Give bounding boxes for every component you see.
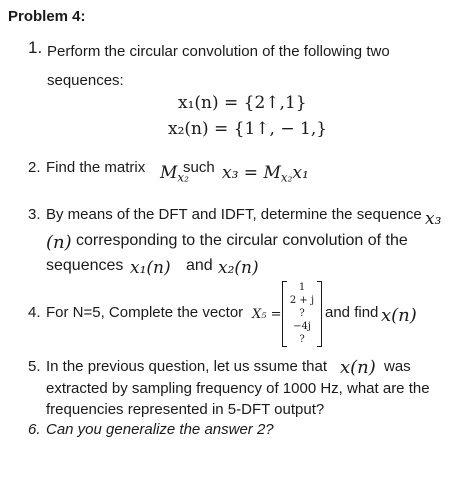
equation-x2: x₂(n) = {1↑, − 1,} <box>168 119 328 139</box>
vector-label: X₅ = <box>252 307 282 322</box>
item-1-line-2: sequences: <box>47 72 124 89</box>
item-2-matrix-symbol: $M_{x_2}$ <box>160 163 189 185</box>
vector-entry: 1 <box>298 282 306 293</box>
item-4-text-b: and find <box>325 304 379 321</box>
item-4-xn: x(n) <box>381 305 417 326</box>
item-1-line-1: Perform the circular convolution of the following two <box>47 43 390 60</box>
item-3-line-3a: sequences <box>46 257 124 274</box>
item-5-line-1: In the previous question, let us ssume that <box>46 358 327 375</box>
item-4-text-a: For N=5, Complete the vector <box>46 304 244 321</box>
vector-entry: ? <box>299 334 305 345</box>
item-3-x1n: x₁(n) <box>130 258 171 278</box>
item-5-xn: x(n) <box>340 357 376 378</box>
vector-entry: ? <box>299 308 305 319</box>
item-3-line-2: corresponding to the circular convolution of the <box>76 232 408 249</box>
item-5-line-1b: was <box>384 358 411 375</box>
vector-right-bracket <box>317 281 322 347</box>
vector-entry: 2 + j <box>289 295 315 306</box>
item-5-line-3: frequencies represented in 5-DFT output? <box>46 401 325 418</box>
item-2-text-a: Find the matrix <box>46 159 146 176</box>
item-1-number: 1. <box>28 38 43 57</box>
vector-entry: −4j <box>293 321 311 332</box>
item-2-text-b: such <box>183 159 215 176</box>
item-2-number: 2. <box>28 159 41 176</box>
item-3-line-1: By means of the DFT and IDFT, determine the sequence <box>46 206 422 223</box>
item-4-number: 4. <box>28 304 41 321</box>
equation-x1: x₁(n) = {2↑,1} <box>178 93 307 113</box>
problem-title: Problem 4: <box>8 8 86 25</box>
item-3-x3: x₃ <box>425 209 442 229</box>
item-5-line-2: extracted by sampling frequency of 1000 Hz, what are the <box>46 380 430 397</box>
item-3-x2n: x₂(n) <box>218 258 259 278</box>
item-2-equation: $x_3 = M_{x_2}x_1$ <box>222 163 309 185</box>
item-6-number: 6. <box>28 421 41 438</box>
vector-x5 <box>282 281 322 347</box>
item-3-n: (n) <box>46 232 72 253</box>
item-3-line-3b: and <box>186 257 213 274</box>
item-3-number: 3. <box>28 206 41 223</box>
item-6-text: Can you generalize the answer 2? <box>46 421 274 438</box>
item-5-number: 5. <box>28 358 41 375</box>
